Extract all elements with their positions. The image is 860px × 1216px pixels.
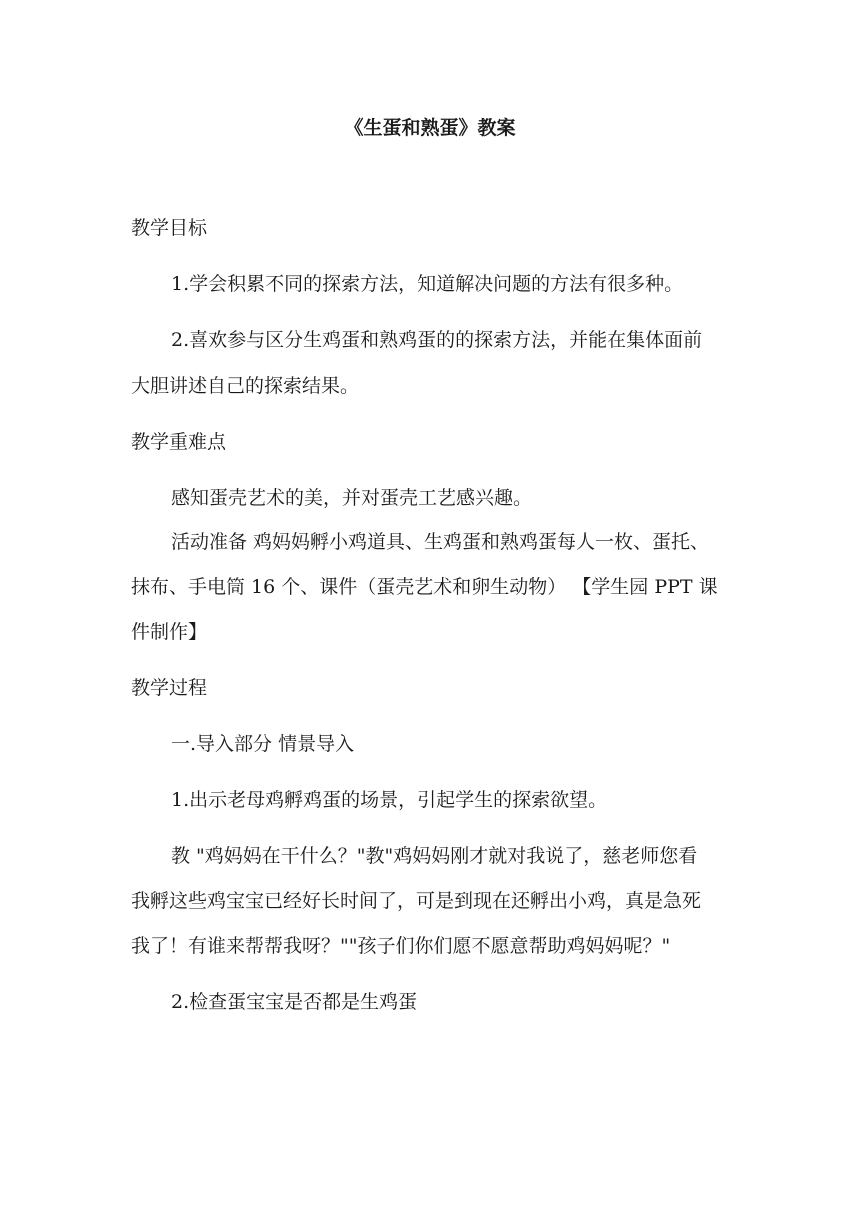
paragraph-line: 1.学会积累不同的探索方法，知道解决问题的方法有很多种。	[171, 273, 684, 295]
section-heading-process: 教学过程	[131, 677, 208, 699]
paragraph-line: 大胆讲述自己的探索结果。	[131, 375, 360, 397]
paragraph-line: 1.出示老母鸡孵鸡蛋的场景，引起学生的探索欲望。	[171, 789, 608, 811]
paragraph-line: 活动准备 鸡妈妈孵小鸡道具、生鸡蛋和熟鸡蛋每人一枚、蛋托、	[171, 531, 710, 553]
paragraph-line: 我孵这些鸡宝宝已经好长时间了，可是到现在还孵出小鸡，真是急死	[131, 890, 702, 912]
paragraph-line: 教 "鸡妈妈在干什么？"教"鸡妈妈刚才就对我说了，慈老师您看	[171, 845, 698, 867]
section-heading-key-points: 教学重难点	[131, 431, 227, 453]
paragraph-line: 一.导入部分 情景导入	[171, 733, 355, 755]
document-title: 《生蛋和熟蛋》教案	[344, 117, 516, 139]
paragraph-line: 我了！有谁来帮帮我呀？""孩子们你们愿不愿意帮助鸡妈妈呢？"	[131, 935, 671, 957]
paragraph-line: 抹布、手电筒 16 个、课件（蛋壳艺术和卵生动物） 【学生园 PPT 课	[131, 576, 718, 598]
paragraph-line: 2.喜欢参与区分生鸡蛋和熟鸡蛋的的探索方法，并能在集体面前	[171, 329, 703, 351]
paragraph-line: 感知蛋壳艺术的美，并对蛋壳工艺感兴趣。	[171, 487, 533, 509]
paragraph-line: 件制作】	[131, 621, 208, 643]
paragraph-line: 2.检查蛋宝宝是否都是生鸡蛋	[171, 991, 418, 1013]
section-heading-objectives: 教学目标	[131, 217, 208, 239]
